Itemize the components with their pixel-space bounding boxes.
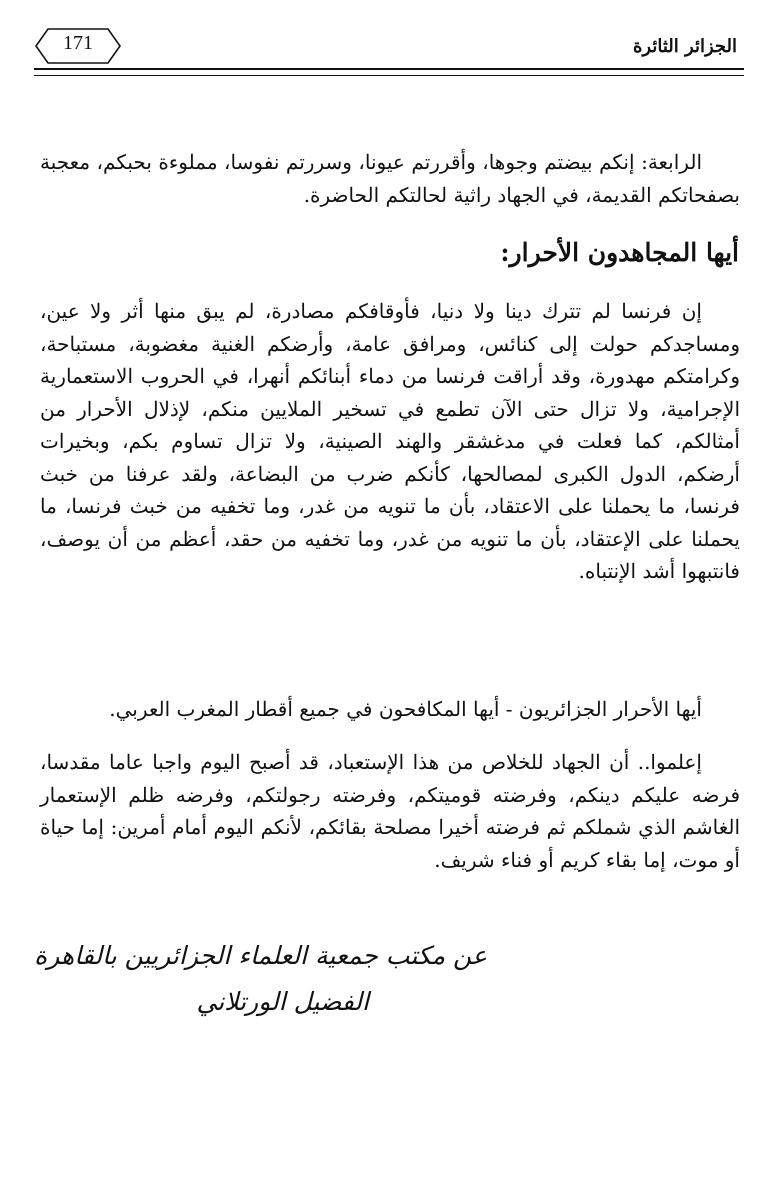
paragraph-text: إن فرنسا لم تترك دينا ولا دنيا، فأوقافكم مصادرة، لم يبق منها أثر ولا عين، ومساجدكم حولت إلى كنائس، ومرافق عامة، وأرضكم الغنية مغضوبة، مستباحة، وكرامتكم مهدورة، وقد أراقت فرنسا من دماء أبنائكم أنهرا، في الحروب الاستعمارية الإجرامية، ولا تزال حتى الآن تطمع في تسخير الملايين منكم، لإذلال الأحرار من أمثالكم، كما فعلت في مدغشقر والهند الصينية، ولا تزال تساوم بكم، وبخيرات أرضكم، الدول الكبرى لمصالحها، كأنكم ضرب من البضاعة، ولقد عرفنا من خبث فرنسا، ما يحملنا على الاعتقاد، بأن ما تنويه من غدر، وما تخفيه من خبث فرنسا، ما يحملنا على الإعتقاد، بأن ما تنويه من غدر، وما تخفيه من حقد، أعظم من أن يوصف، فانتبهوا أشد الإنتباه. [40,299,740,583]
paragraph-address [40,693,740,726]
signature-office: عن مكتب جمعية العلماء الجزائريين بالقاهرة [34,941,487,970]
signature-name: الفضيل الورتلاني [196,987,369,1016]
page-number-frame [34,26,122,66]
header-rule-thick [34,68,744,70]
paragraph-text: إعلموا.. أن الجهاد للخلاص من هذا الإستعباد، قد أصبح اليوم واجبا عاما مقدسا، فرضه عليكم دينكم، وفرضته قوميتكم، وفرضته رجولتكم، وفرضه ظلم الإستعمار الغاشم الذي شملكم ثم فرضته أخيرا مصلحة بقائكم، لأنكم اليوم أمام أمرين: إما حياة أو موت، إما بقاء كريم أو فناء شريف. [40,750,740,872]
paragraph-fourth [40,146,740,211]
section-heading: أيها المجاهدون الأحرار: [500,238,739,267]
page-number: 171 [63,32,93,54]
paragraph-text: الرابعة: إنكم بيضتم وجوها، وأقررتم عيونا، وسررتم نفوسا، مملوءة بحبكم، معجبة بصفحاتكم القديمة، في الجهاد راثية لحالتكم الحاضرة. [40,150,740,207]
paragraph-jihad [40,746,740,876]
paragraph-france [40,295,740,588]
running-head: الجزائر الثائرة [632,36,737,57]
header-rule-thin [34,75,744,76]
paragraph-text: أيها الأحرار الجزائريون - أيها المكافحون في جميع أقطار المغرب العربي. [109,697,702,721]
